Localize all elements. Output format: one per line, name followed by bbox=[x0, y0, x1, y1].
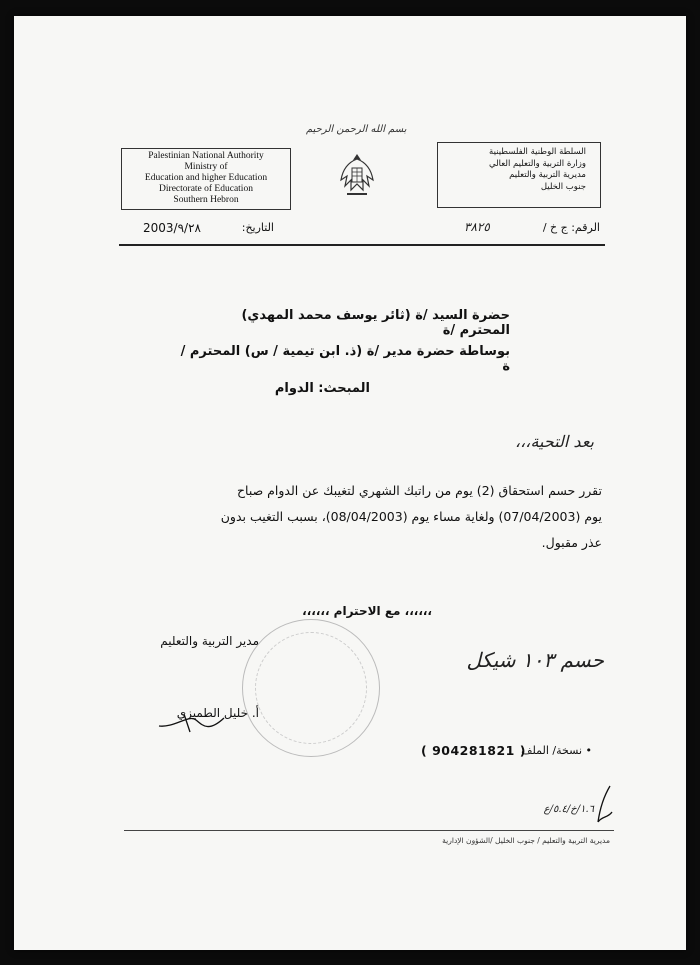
official-stamp bbox=[242, 619, 380, 757]
body-paragraph bbox=[114, 478, 602, 556]
date-label: التاريخ: bbox=[241, 221, 274, 234]
body-line-2: يوم (07/04/2003) ولغاية مساء يوم (08/04/2003)، بسبب التغيب بدون bbox=[220, 509, 602, 524]
reference-value: ٣٨٢٥ bbox=[464, 220, 490, 234]
body-line-3: عذر مقبول. bbox=[541, 535, 602, 550]
subject-line: المبحث: الدوام bbox=[274, 381, 370, 396]
footer-divider bbox=[124, 830, 614, 831]
en-line-4: Directorate of Education bbox=[159, 184, 253, 194]
en-line-3: Education and higher Education bbox=[144, 173, 268, 183]
reference-label: الرقم: ج خ / bbox=[542, 221, 600, 234]
english-header-box bbox=[121, 148, 291, 210]
ar-line-1: السلطة الوطنية الفلسطينية bbox=[489, 147, 586, 157]
closing: ،،،،،، مع الاحترام ،،،،،، bbox=[302, 604, 432, 618]
body-line-1: تقرر حسم استحقاق (2) يوم من راتبك الشهري لتغيبك عن الدوام صباح bbox=[236, 483, 602, 498]
via-line: بوساطة حضرة مدير /ة (ذ. ابن تيمية / س) المحترم /ة bbox=[180, 344, 510, 374]
signer-title: مدير التربية والتعليم bbox=[160, 634, 259, 648]
greeting: بعد التحية،،، bbox=[514, 432, 594, 451]
file-number: ( 904281821 ) bbox=[421, 743, 526, 758]
signer-name: أ. خليل الطميزي bbox=[176, 706, 259, 720]
bismillah: بسم الله الرحمن الرحيم bbox=[306, 124, 407, 135]
handwritten-deduction: حسم ١٠٣ شيكل bbox=[466, 648, 604, 672]
en-line-2: Ministry of bbox=[184, 162, 228, 172]
initials-mark-icon bbox=[592, 782, 618, 830]
ar-line-3: مديرية التربية والتعليم bbox=[509, 170, 586, 180]
footer-text: مديرية التربية والتعليم / جنوب الخليل /الشؤون الإدارية bbox=[442, 836, 610, 845]
arabic-header-box bbox=[437, 142, 601, 208]
addressee-line: حضرة السيد /ة (ثائر يوسف محمد المهدي) المحترم /ة bbox=[241, 308, 510, 338]
header-divider bbox=[119, 244, 605, 246]
document-code: ١.٦/خ/٥.٤/ع bbox=[543, 804, 594, 815]
letter-sheet bbox=[14, 16, 686, 950]
en-line-5: Southern Hebron bbox=[173, 195, 239, 205]
ar-line-2: وزارة التربية والتعليم العالي bbox=[488, 158, 586, 169]
en-line-1: Palestinian National Authority bbox=[148, 151, 264, 161]
ar-line-4: جنوب الخليل bbox=[540, 181, 586, 192]
signature-icon bbox=[154, 706, 234, 736]
date-value: 2003/٩/٢٨ bbox=[143, 221, 201, 235]
eagle-emblem-icon bbox=[339, 150, 375, 202]
file-copy-label: • نسخة/ الملف bbox=[521, 744, 592, 757]
